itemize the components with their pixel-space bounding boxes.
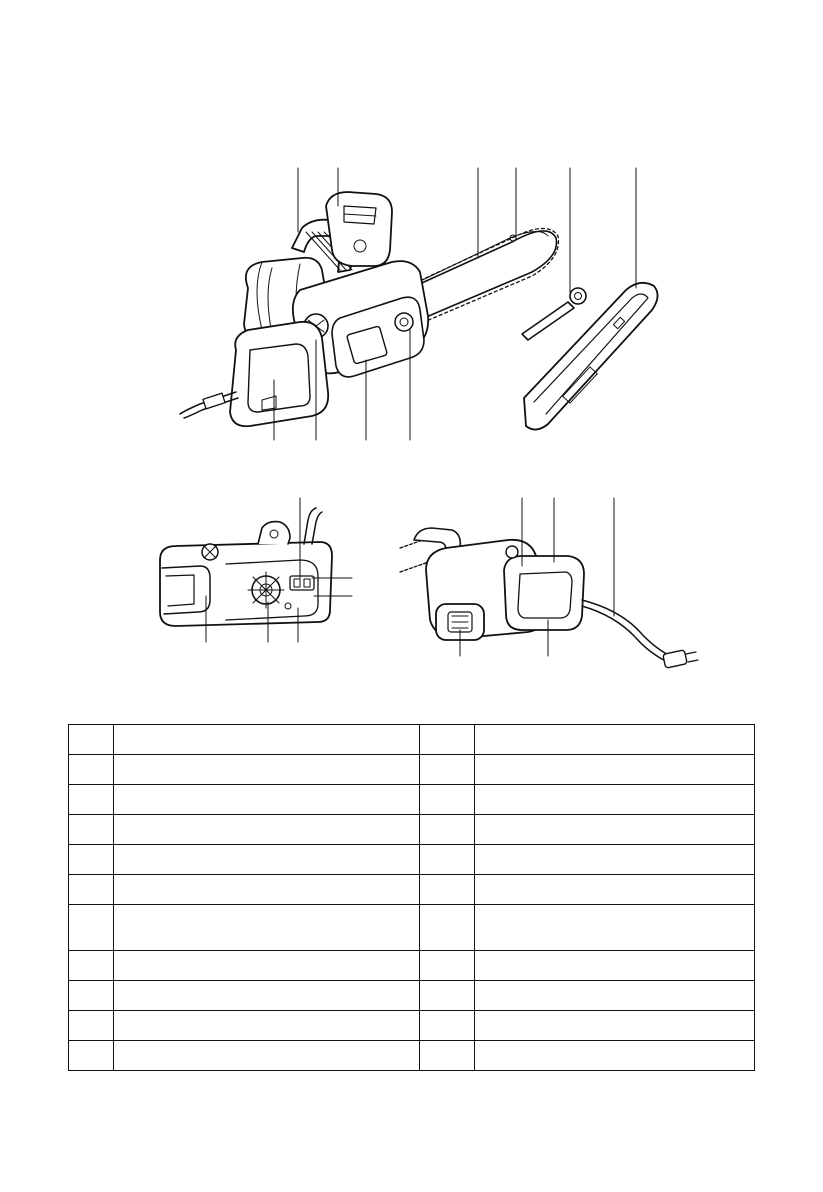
part-number-cell [69,1041,114,1071]
part-number-cell [420,785,475,815]
part-label-cell [114,905,420,951]
rear-handle [230,322,328,426]
part-number-cell [420,1041,475,1071]
part-label-cell [114,981,420,1011]
table-row [69,981,755,1011]
power-cord [180,392,238,418]
part-number-cell [69,815,114,845]
part-label-cell [475,981,755,1011]
part-label-cell [475,785,755,815]
part-number-cell [420,845,475,875]
part-number-cell [69,845,114,875]
part-label-cell [475,815,755,845]
front-hand-guard [326,192,392,266]
part-number-cell [69,1011,114,1041]
part-number-cell [69,905,114,951]
part-label-cell [114,951,420,981]
part-label-cell [475,725,755,755]
table-row [69,755,755,785]
chainsaw-main-illustration [180,168,658,440]
part-number-cell [69,725,114,755]
part-number-cell [69,981,114,1011]
part-number-cell [420,725,475,755]
table-row [69,725,755,755]
hex-wrench-tool [522,288,586,340]
part-number-cell [420,875,475,905]
table-row [69,1041,755,1071]
chainsaw-side-control-illustration [160,498,352,642]
table-row [69,905,755,951]
part-number-cell [69,875,114,905]
table-row [69,815,755,845]
part-number-cell [69,755,114,785]
table-row [69,845,755,875]
part-number-cell [420,905,475,951]
part-label-cell [475,905,755,951]
part-number-cell [420,981,475,1011]
part-label-cell [114,725,420,755]
part-label-cell [114,875,420,905]
part-label-cell [475,845,755,875]
part-number-cell [420,951,475,981]
part-label-cell [114,815,420,845]
part-label-cell [475,755,755,785]
part-number-cell [69,785,114,815]
guide-bar-cover [524,283,658,430]
part-label-cell [114,1011,420,1041]
table-row [69,1011,755,1041]
part-number-cell [420,1011,475,1041]
part-label-cell [114,785,420,815]
part-label-cell [475,1011,755,1041]
table-row [69,785,755,815]
part-label-cell [475,1041,755,1071]
chainsaw-rear-cord-illustration [400,498,698,668]
parts-table [68,724,755,1071]
part-label-cell [114,755,420,785]
part-number-cell [420,755,475,785]
part-label-cell [475,951,755,981]
part-label-cell [114,845,420,875]
part-number-cell [420,815,475,845]
part-number-cell [69,951,114,981]
part-label-cell [114,1041,420,1071]
part-label-cell [475,875,755,905]
table-row [69,875,755,905]
table-row [69,951,755,981]
